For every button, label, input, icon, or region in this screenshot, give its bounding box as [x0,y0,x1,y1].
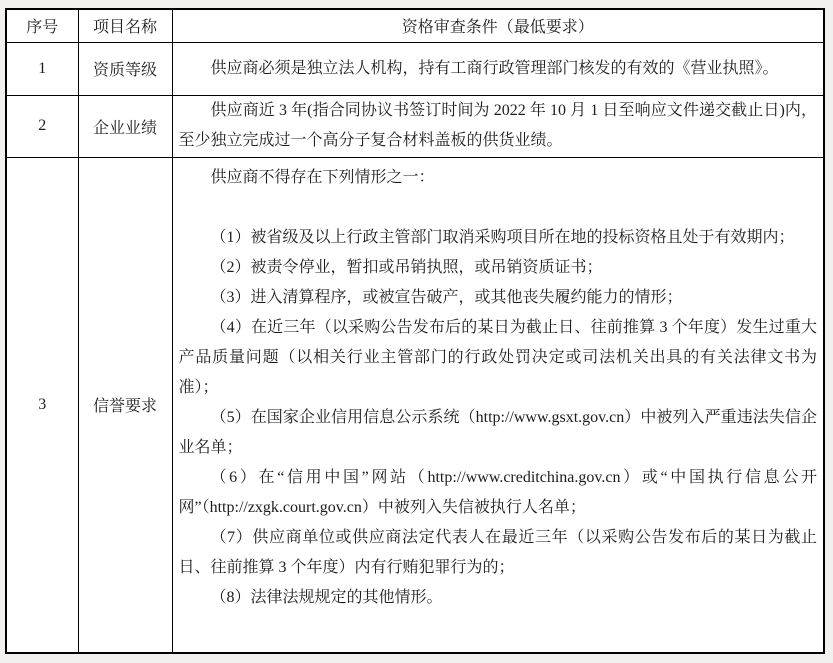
table-row-reputation-requirements [6,157,824,653]
paragraph: 供应商必须是独立法人机构，持有工商行政管理部门核发的有效的《营业执照》。 [210,59,779,77]
paragraph: （8）法律法规规定的其他情形。 [210,588,443,606]
paragraph: （2）被责令停业，暂扣或吊销执照，或吊销资质证书； [210,258,603,276]
table-row-qualification-grade [6,42,824,95]
header-no: 序号 [6,9,78,42]
paragraph: 供应商不得存在下列情形之一： [210,168,435,186]
paragraph: （1）被省级及以上行政主管部门取消采购项目所在地的投标资格且处于有效期内； [210,228,795,246]
table-header-row [6,9,824,42]
paragraph: （6）在“信用中国”网站（http://www.creditchina.gov.cn）或“中国执行信息公开网”（http://zxgk.court.gov.cn）中被列入失信被执行人名单； [178,468,817,516]
row-item-name: 资质等级 [78,42,172,95]
paragraph: （7）供应商单位或供应商法定代表人在最近三年（以采购公告发布后的某日为截止日、往前推算 3 个年度）内有行贿犯罪行为的； [178,528,817,576]
paragraph: （5）在国家企业信用信息公示系统（http://www.gsxt.gov.cn）中被列入严重违法失信企业名单； [178,408,817,456]
row-condition-content [172,95,824,157]
row-condition-content [172,42,824,95]
row-item-name: 信誉要求 [78,157,172,653]
row-number: 2 [6,95,78,157]
row-condition-content [172,157,824,653]
paragraph: 供应商近 3 年(指合同协议书签订时间为 2022 年 10 月 1 日至响应文件递交截止日)内，至少独立完成过一个高分子复合材料盖板的供货业绩。 [178,102,817,149]
row-item-name: 企业业绩 [78,95,172,157]
paragraph: （3）进入清算程序，或被宣告破产，或其他丧失履约能力的情形； [210,288,683,306]
table-row-enterprise-performance [6,95,824,157]
paragraph: （4）在近三年（以采购公告发布后的某日为截止日、往前推算 3 个年度）发生过重大产品质量问题（以相关行业主管部门的行政处罚决定或司法机关出具的有关法律文书为准）； [178,318,817,396]
row-number: 1 [6,42,78,95]
row-number: 3 [6,157,78,653]
qualification-table [5,8,825,654]
header-item-name: 项目名称 [78,9,172,42]
header-condition: 资格审查条件（最低要求） [172,9,824,42]
paragraph [179,193,818,223]
